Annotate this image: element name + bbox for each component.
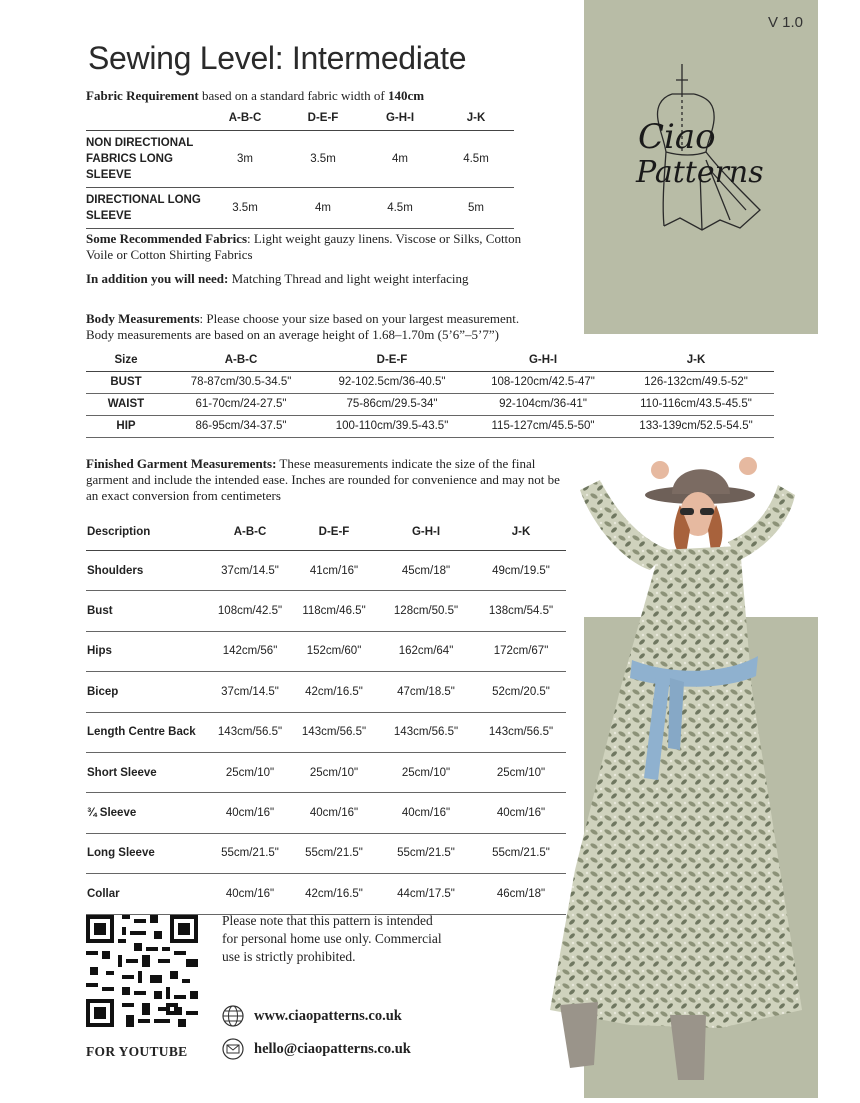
table-cell: 118cm/46.5" <box>292 591 376 631</box>
additional-text: Matching Thread and light weight interfacing <box>228 271 469 286</box>
table-cell: 162cm/64" <box>376 631 476 671</box>
qr-caption: FOR YOUTUBE <box>86 1044 188 1059</box>
fabric-requirement-text: based on a standard fabric width of <box>202 88 385 103</box>
qr-code-icon <box>86 915 198 1027</box>
table-cell: 4m <box>284 188 362 229</box>
table-cell: 25cm/10" <box>292 752 376 792</box>
logo-text-line2: Patterns <box>636 155 764 190</box>
table-cell: 4.5m <box>438 131 514 188</box>
table-cell: 92-104cm/36-41" <box>468 394 618 416</box>
table-row <box>86 793 566 833</box>
body-measurements-text: : Please choose your size based on your largest measurement. <box>199 311 520 326</box>
table-cell: 3.5m <box>206 188 284 229</box>
recommended-label: Some Recommended Fabrics <box>86 231 248 246</box>
table-row <box>86 551 566 591</box>
youtube-qr-code[interactable] <box>86 915 198 1027</box>
body-measurements-height-note: Body measurements are based on an average height of 1.68–1.70m (5’6”–5’7”) <box>86 327 499 342</box>
table-cell: 86-95cm/34-37.5" <box>166 416 316 438</box>
finished-garment-text: These measurements indicate the size of the final garment and include the intended ease. Inches are rounded for convenience and may not be an exact conversion from centimeters <box>86 456 560 503</box>
table-cell: 40cm/16" <box>476 793 566 833</box>
body-measurements-table <box>86 350 774 438</box>
table-row <box>86 672 566 712</box>
row-label: HIP <box>86 416 166 438</box>
table-cell: 142cm/56" <box>208 631 292 671</box>
fabric-requirement-line <box>86 88 424 104</box>
table-cell: 4.5m <box>362 188 438 229</box>
table-header: G-H-I <box>376 514 476 551</box>
table-cell: 138cm/54.5" <box>476 591 566 631</box>
model-photo <box>520 450 810 1098</box>
table-cell: 92-102.5cm/36-40.5" <box>316 372 468 394</box>
email-link[interactable]: hello@ciaopatterns.co.uk <box>254 1040 411 1057</box>
table-row <box>86 833 566 873</box>
table-cell: 55cm/21.5" <box>376 833 476 873</box>
table-header-row <box>86 350 774 372</box>
table-cell: 78-87cm/30.5-34.5" <box>166 372 316 394</box>
fabric-width: 140cm <box>387 88 425 103</box>
table-cell: 47cm/18.5" <box>376 672 476 712</box>
dress-form-icon <box>620 60 790 260</box>
body-measurements-label: Body Measurements <box>86 311 200 326</box>
page-title: Sewing Level: Intermediate <box>88 40 467 76</box>
table-header: G-H-I <box>468 350 618 372</box>
recommended-fabrics <box>86 231 546 263</box>
row-label: Length Centre Back <box>86 712 208 752</box>
table-cell: 128cm/50.5" <box>376 591 476 631</box>
website-contact[interactable] <box>222 1005 402 1027</box>
table-row <box>86 591 566 631</box>
table-header: A-B-C <box>208 514 292 551</box>
logo-text-line1: Ciao <box>638 117 716 157</box>
table-header: Description <box>86 514 208 551</box>
table-row <box>86 712 566 752</box>
table-cell: 37cm/14.5" <box>208 672 292 712</box>
table-cell: 143cm/56.5" <box>208 712 292 752</box>
row-label: WAIST <box>86 394 166 416</box>
row-label: BUST <box>86 372 166 394</box>
table-header-row <box>86 108 514 131</box>
table-cell: 5m <box>438 188 514 229</box>
table-cell: 41cm/16" <box>292 551 376 591</box>
row-label: Short Sleeve <box>86 752 208 792</box>
table-header: J-K <box>476 514 566 551</box>
table-row <box>86 372 774 394</box>
table-cell: 25cm/10" <box>476 752 566 792</box>
table-header-row <box>86 514 566 551</box>
table-cell: 46cm/18" <box>476 874 566 914</box>
row-label: Collar <box>86 874 208 914</box>
table-cell: 45cm/18" <box>376 551 476 591</box>
additional-requirements <box>86 271 566 287</box>
website-link[interactable]: www.ciaopatterns.co.uk <box>254 1007 402 1024</box>
row-label: Hips <box>86 631 208 671</box>
table-row <box>86 188 514 229</box>
table-cell: 40cm/16" <box>292 793 376 833</box>
table-cell: 49cm/19.5" <box>476 551 566 591</box>
table-cell: 4m <box>362 131 438 188</box>
mail-icon <box>222 1038 244 1060</box>
finished-garment-label: Finished Garment Measurements: <box>86 456 277 471</box>
hat-crown <box>672 469 730 494</box>
fabric-requirement-label: Fabric Requirement <box>86 88 199 103</box>
email-contact[interactable] <box>222 1038 411 1060</box>
row-label: ¾ Sleeve <box>86 793 208 833</box>
table-header: J-K <box>438 108 514 131</box>
row-label: NON DIRECTIONAL FABRICS LONG SLEEVE <box>86 131 206 188</box>
table-row <box>86 416 774 438</box>
ciao-patterns-logo <box>620 60 790 260</box>
table-cell: 40cm/16" <box>208 874 292 914</box>
table-cell: 42cm/16.5" <box>292 672 376 712</box>
table-header: A-B-C <box>206 108 284 131</box>
table-cell: 40cm/16" <box>208 793 292 833</box>
row-label: DIRECTIONAL LONG SLEEVE <box>86 188 206 229</box>
table-header <box>86 108 206 131</box>
table-cell: 61-70cm/24-27.5" <box>166 394 316 416</box>
table-row <box>86 631 566 671</box>
table-cell: 172cm/67" <box>476 631 566 671</box>
table-cell: 152cm/60" <box>292 631 376 671</box>
version-label: V 1.0 <box>768 14 804 31</box>
table-cell: 75-86cm/29.5-34" <box>316 394 468 416</box>
table-cell: 42cm/16.5" <box>292 874 376 914</box>
table-row <box>86 874 566 914</box>
additional-label: In addition you will need: <box>86 271 229 286</box>
table-header: Size <box>86 350 166 372</box>
row-label: Shoulders <box>86 551 208 591</box>
table-cell: 25cm/10" <box>376 752 476 792</box>
table-cell: 143cm/56.5" <box>292 712 376 752</box>
garment-measurements-table <box>86 514 566 915</box>
recommended-text: : Light weight gauzy linens. Viscose or Silks, Cotton Voile or Cotton Shirting Fabrics <box>86 231 522 262</box>
table-cell: 115-127cm/45.5-50" <box>468 416 618 438</box>
fabric-requirement-table <box>86 108 514 229</box>
table-cell: 3m <box>206 131 284 188</box>
table-cell: 100-110cm/39.5-43.5" <box>316 416 468 438</box>
table-cell: 55cm/21.5" <box>476 833 566 873</box>
table-cell: 110-116cm/43.5-45.5" <box>618 394 774 416</box>
table-cell: 143cm/56.5" <box>376 712 476 752</box>
table-cell: 126-132cm/49.5-52" <box>618 372 774 394</box>
body-measurements-intro <box>86 311 586 343</box>
row-label: Bicep <box>86 672 208 712</box>
table-cell: 37cm/14.5" <box>208 551 292 591</box>
table-cell: 108cm/42.5" <box>208 591 292 631</box>
table-cell: 3.5m <box>284 131 362 188</box>
table-header: G-H-I <box>362 108 438 131</box>
table-row <box>86 131 514 188</box>
finished-garment-intro <box>86 456 560 504</box>
row-label: Bust <box>86 591 208 631</box>
table-cell: 55cm/21.5" <box>208 833 292 873</box>
table-header: D-E-F <box>316 350 468 372</box>
table-cell: 40cm/16" <box>376 793 476 833</box>
row-label: Long Sleeve <box>86 833 208 873</box>
table-cell: 55cm/21.5" <box>292 833 376 873</box>
table-cell: 44cm/17.5" <box>376 874 476 914</box>
table-row <box>86 394 774 416</box>
table-header: J-K <box>618 350 774 372</box>
table-row <box>86 752 566 792</box>
table-cell: 108-120cm/42.5-47" <box>468 372 618 394</box>
table-header: D-E-F <box>292 514 376 551</box>
globe-icon <box>222 1005 244 1027</box>
table-cell: 143cm/56.5" <box>476 712 566 752</box>
table-header: D-E-F <box>284 108 362 131</box>
table-header: A-B-C <box>166 350 316 372</box>
table-cell: 52cm/20.5" <box>476 672 566 712</box>
table-cell: 133-139cm/52.5-54.5" <box>618 416 774 438</box>
personal-use-note: Please note that this pattern is intended for personal home use only. Commercial use is strictly prohibited. <box>222 913 442 964</box>
table-cell: 25cm/10" <box>208 752 292 792</box>
